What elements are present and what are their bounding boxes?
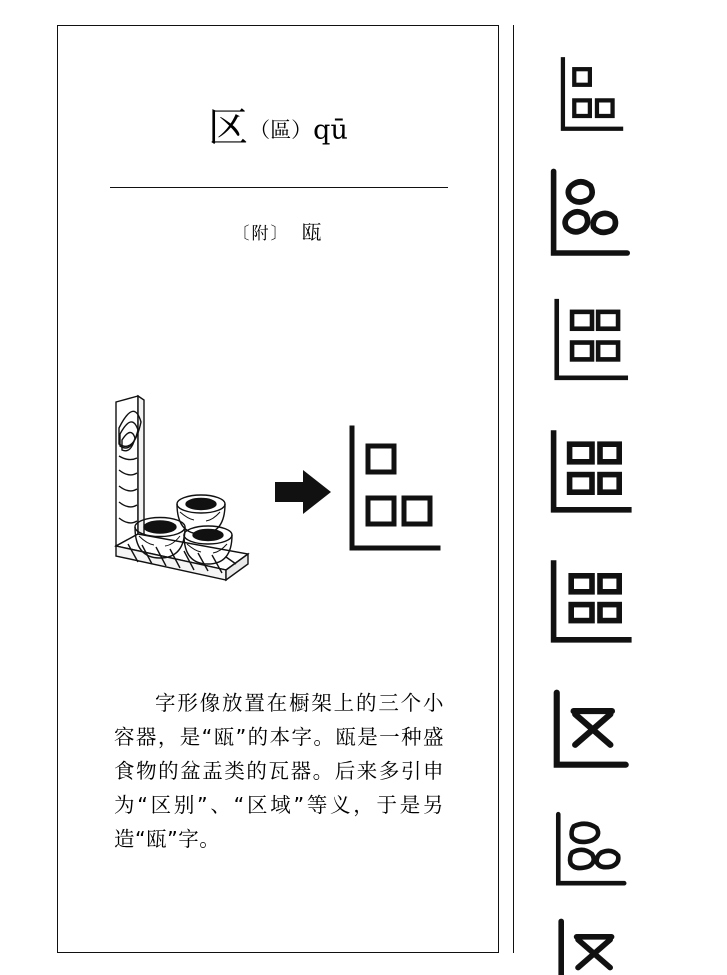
script-evolution-column bbox=[513, 25, 670, 953]
explanation-text bbox=[114, 686, 444, 856]
header-divider bbox=[110, 187, 448, 188]
right-arrow-icon bbox=[273, 468, 333, 516]
script-item-clerical bbox=[532, 425, 652, 521]
appendix-character: 瓯 bbox=[301, 220, 324, 244]
script-item-regular-traditional bbox=[532, 555, 652, 651]
script-item-seal bbox=[532, 295, 652, 387]
oracle-bone-form-qu-glyph bbox=[338, 424, 448, 554]
appendix-row bbox=[58, 216, 498, 245]
script-evolution-list bbox=[514, 25, 670, 953]
script-item-bronze bbox=[532, 165, 652, 261]
script-item-cursive bbox=[532, 805, 652, 897]
illustration-area bbox=[58, 376, 500, 616]
entry-panel bbox=[57, 25, 499, 953]
explanation-paragraph: 字形像放置在橱架上的三个小容器，是“瓯”的本字。瓯是一种盛食物的盆盂类的瓦器。后来多引申为“区别”、“区域”等义，于是另造“瓯”字。 bbox=[114, 691, 444, 851]
headword-pinyin: qū bbox=[313, 115, 348, 146]
script-item-running bbox=[532, 685, 652, 777]
headword-traditional-form: （區） bbox=[249, 118, 313, 142]
three-vessels-on-rack-drawing bbox=[98, 394, 278, 594]
script-item-oracle-bone bbox=[532, 55, 652, 133]
headword-row bbox=[58, 105, 498, 151]
headword-character: 区 bbox=[208, 105, 250, 151]
appendix-label: 〔附〕 bbox=[232, 224, 290, 244]
script-item-simplified bbox=[532, 913, 652, 975]
